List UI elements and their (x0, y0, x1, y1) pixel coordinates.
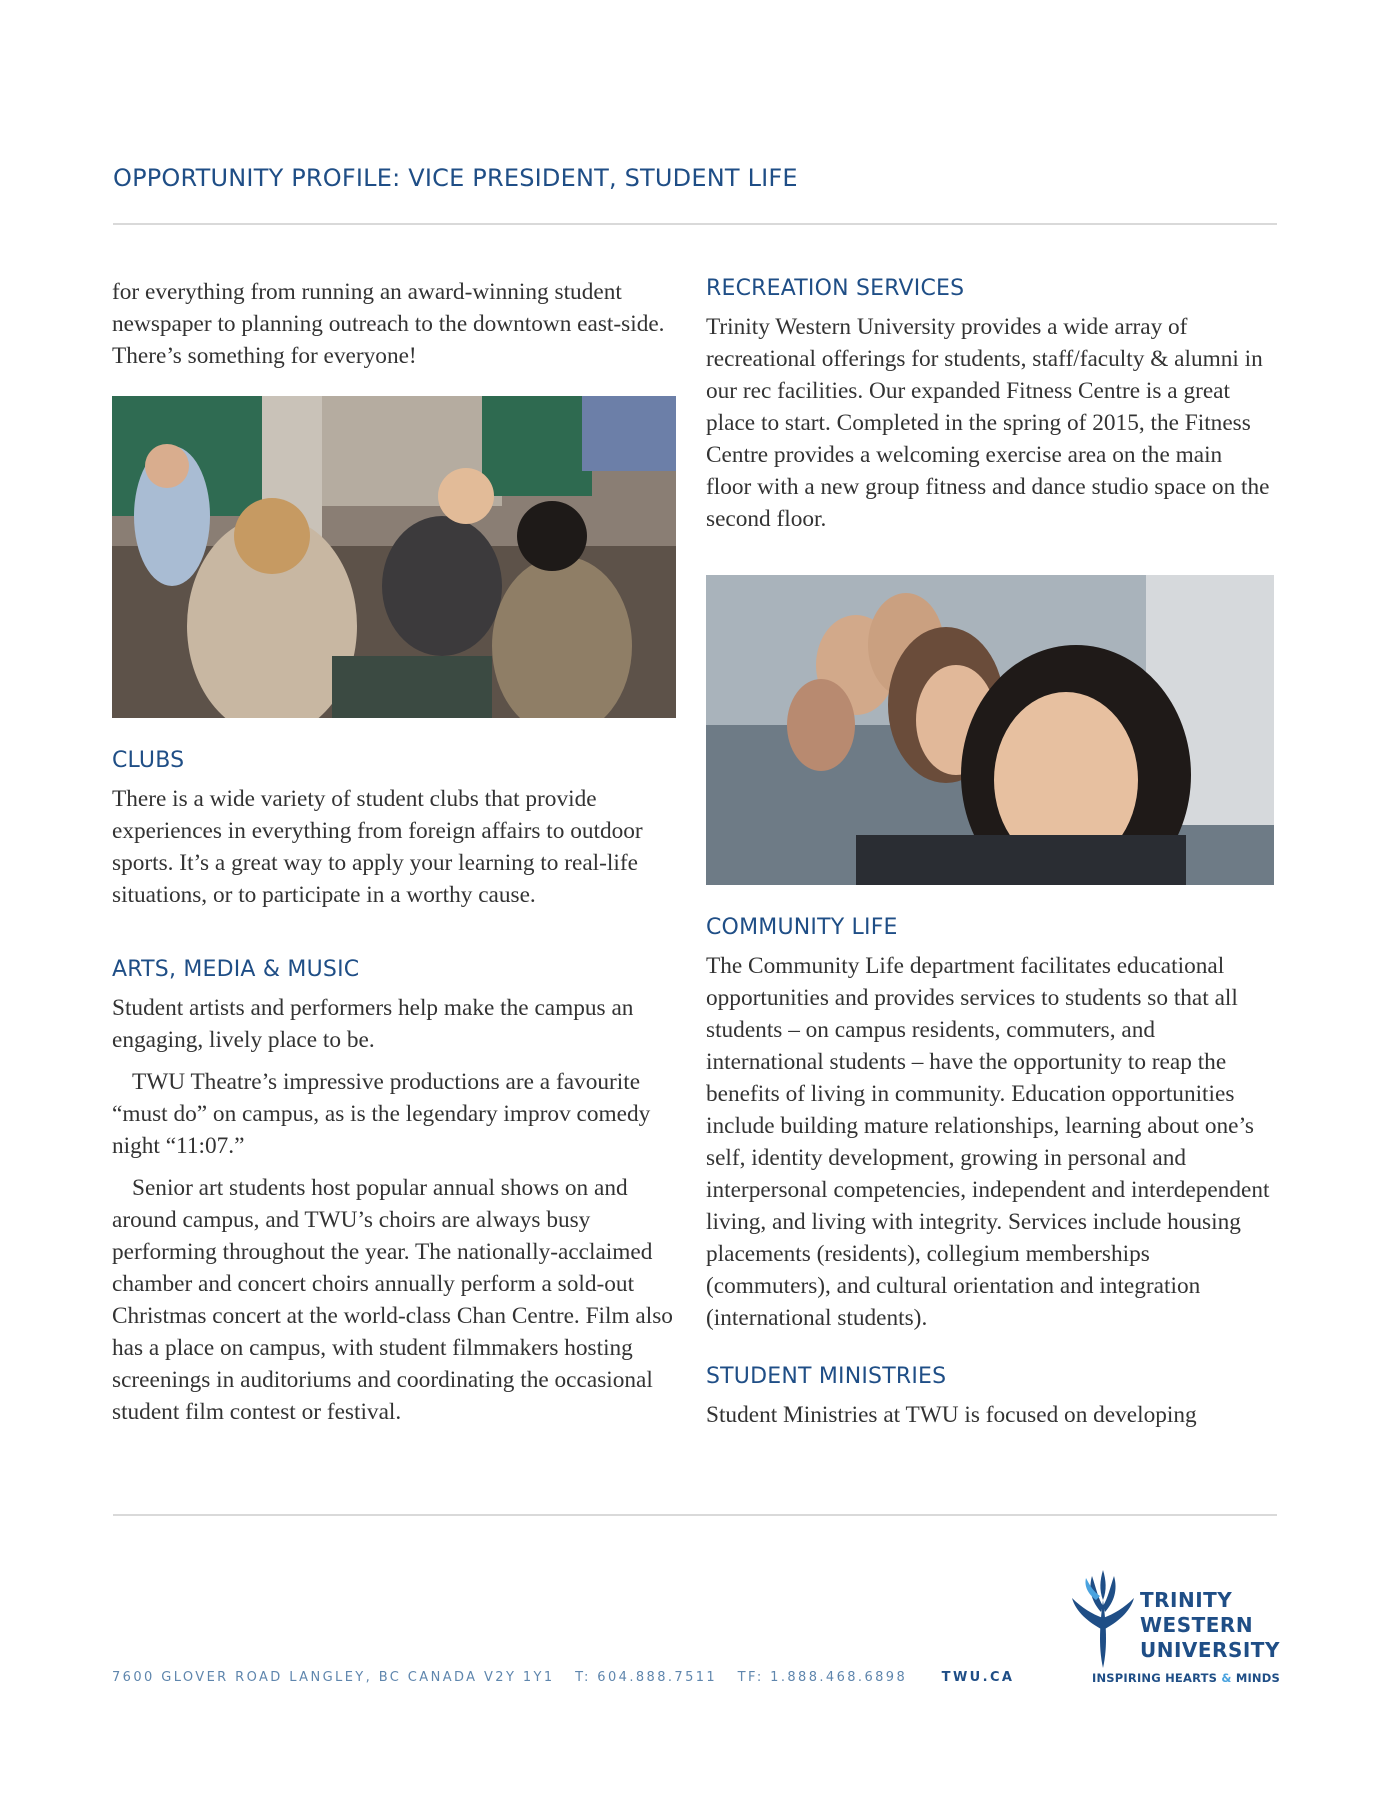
logo-line-3: UNIVERSITY (1140, 1638, 1280, 1662)
tagline-part-b: MINDS (1235, 1671, 1280, 1685)
ministries-heading: STUDENT MINISTRIES (706, 1364, 947, 1389)
community-heading: COMMUNITY LIFE (706, 915, 898, 940)
logo-line-1: TRINITY (1140, 1588, 1233, 1612)
logo-wordmark (1140, 1588, 1280, 1663)
header-divider (113, 223, 1277, 225)
tagline-part-a: INSPIRING HEARTS (1092, 1671, 1218, 1685)
logo-line-2: WESTERN (1140, 1613, 1254, 1637)
arts-paragraph-3: Senior art students host popular annual shows on and around campus, and TWU’s choirs are always busy performing throughout the year. The nationally-acclaimed chamber and concert choirs annually perform a sold-out Christmas concert at the world-class Chan Centre. Film also has a place on campus, with student filmmakers hosting screenings in auditoriums and coordinating the occasional student film contest or festival. (112, 1175, 673, 1425)
footer-address: 7600 GLOVER ROAD LANGLEY, BC CANADA V2Y 1Y1 (112, 1670, 555, 1685)
right-column (706, 276, 1272, 1431)
ministries-paragraph: Student Ministries at TWU is focused on developing (706, 1402, 1197, 1428)
left-column (112, 276, 678, 1428)
arts-heading: ARTS, MEDIA & MUSIC (112, 957, 360, 982)
intro-paragraph: for everything from running an award-winning student newspaper to planning outreach to the downtown east-side. There’s something for everyone! (112, 279, 665, 369)
community-paragraph: The Community Life department facilitates educational opportunities and provides services to students so that all students – on campus residents, commuters, and international students – have the opportunity to reap the benefits of living in community. Education opportunities include building mature relationships, learning about one’s self, identity development, growing in personal and interpersonal competencies, independent and interdependent living, and living with integrity. Services include housing placements (residents), collegium memberships (commuters), and cultural orientation and integration (international students). (706, 953, 1270, 1331)
recreation-paragraph: Trinity Western University provides a wide array of recreational offerings for students, staff/faculty & alumni in our rec facilities. Our expanded Fitness Centre is a great place to start. Completed in the spring of 2015, the Fitness Centre provides a welcoming exercise area on the main floor with a new group fitness and dance studio space on the second floor. (706, 314, 1270, 532)
footer-phone: T: 604.888.7511 (575, 1670, 718, 1685)
recreation-heading: RECREATION SERVICES (706, 276, 965, 301)
clubs-paragraph: There is a wide variety of student clubs that provide experiences in everything from foreign affairs to outdoor sports. It’s a great way to apply your learning to real-life situations, or to participate in a worthy cause. (112, 786, 643, 908)
arts-paragraph-2: TWU Theatre’s impressive productions are a favourite “must do” on campus, as is the legendary improv comedy night “11:07.” (112, 1069, 651, 1159)
clubs-heading: CLUBS (112, 748, 185, 773)
footer-tollfree: TF: 1.888.468.6898 (737, 1670, 908, 1685)
classroom-discussion-photo (112, 396, 676, 718)
tree-emblem-icon (1068, 1570, 1138, 1670)
twu-logo (1068, 1568, 1278, 1688)
tagline-ampersand: & (1221, 1671, 1232, 1685)
footer-divider (113, 1514, 1277, 1516)
logo-tagline (1092, 1671, 1280, 1685)
footer-contact (112, 1670, 1014, 1685)
students-group-photo (706, 575, 1274, 885)
page-title: OPPORTUNITY PROFILE: VICE PRESIDENT, STUDENT LIFE (113, 164, 798, 192)
arts-paragraph-1: Student artists and performers help make the campus an engaging, lively place to be. (112, 995, 634, 1053)
footer-website-link[interactable]: TWU.CA (941, 1670, 1015, 1685)
